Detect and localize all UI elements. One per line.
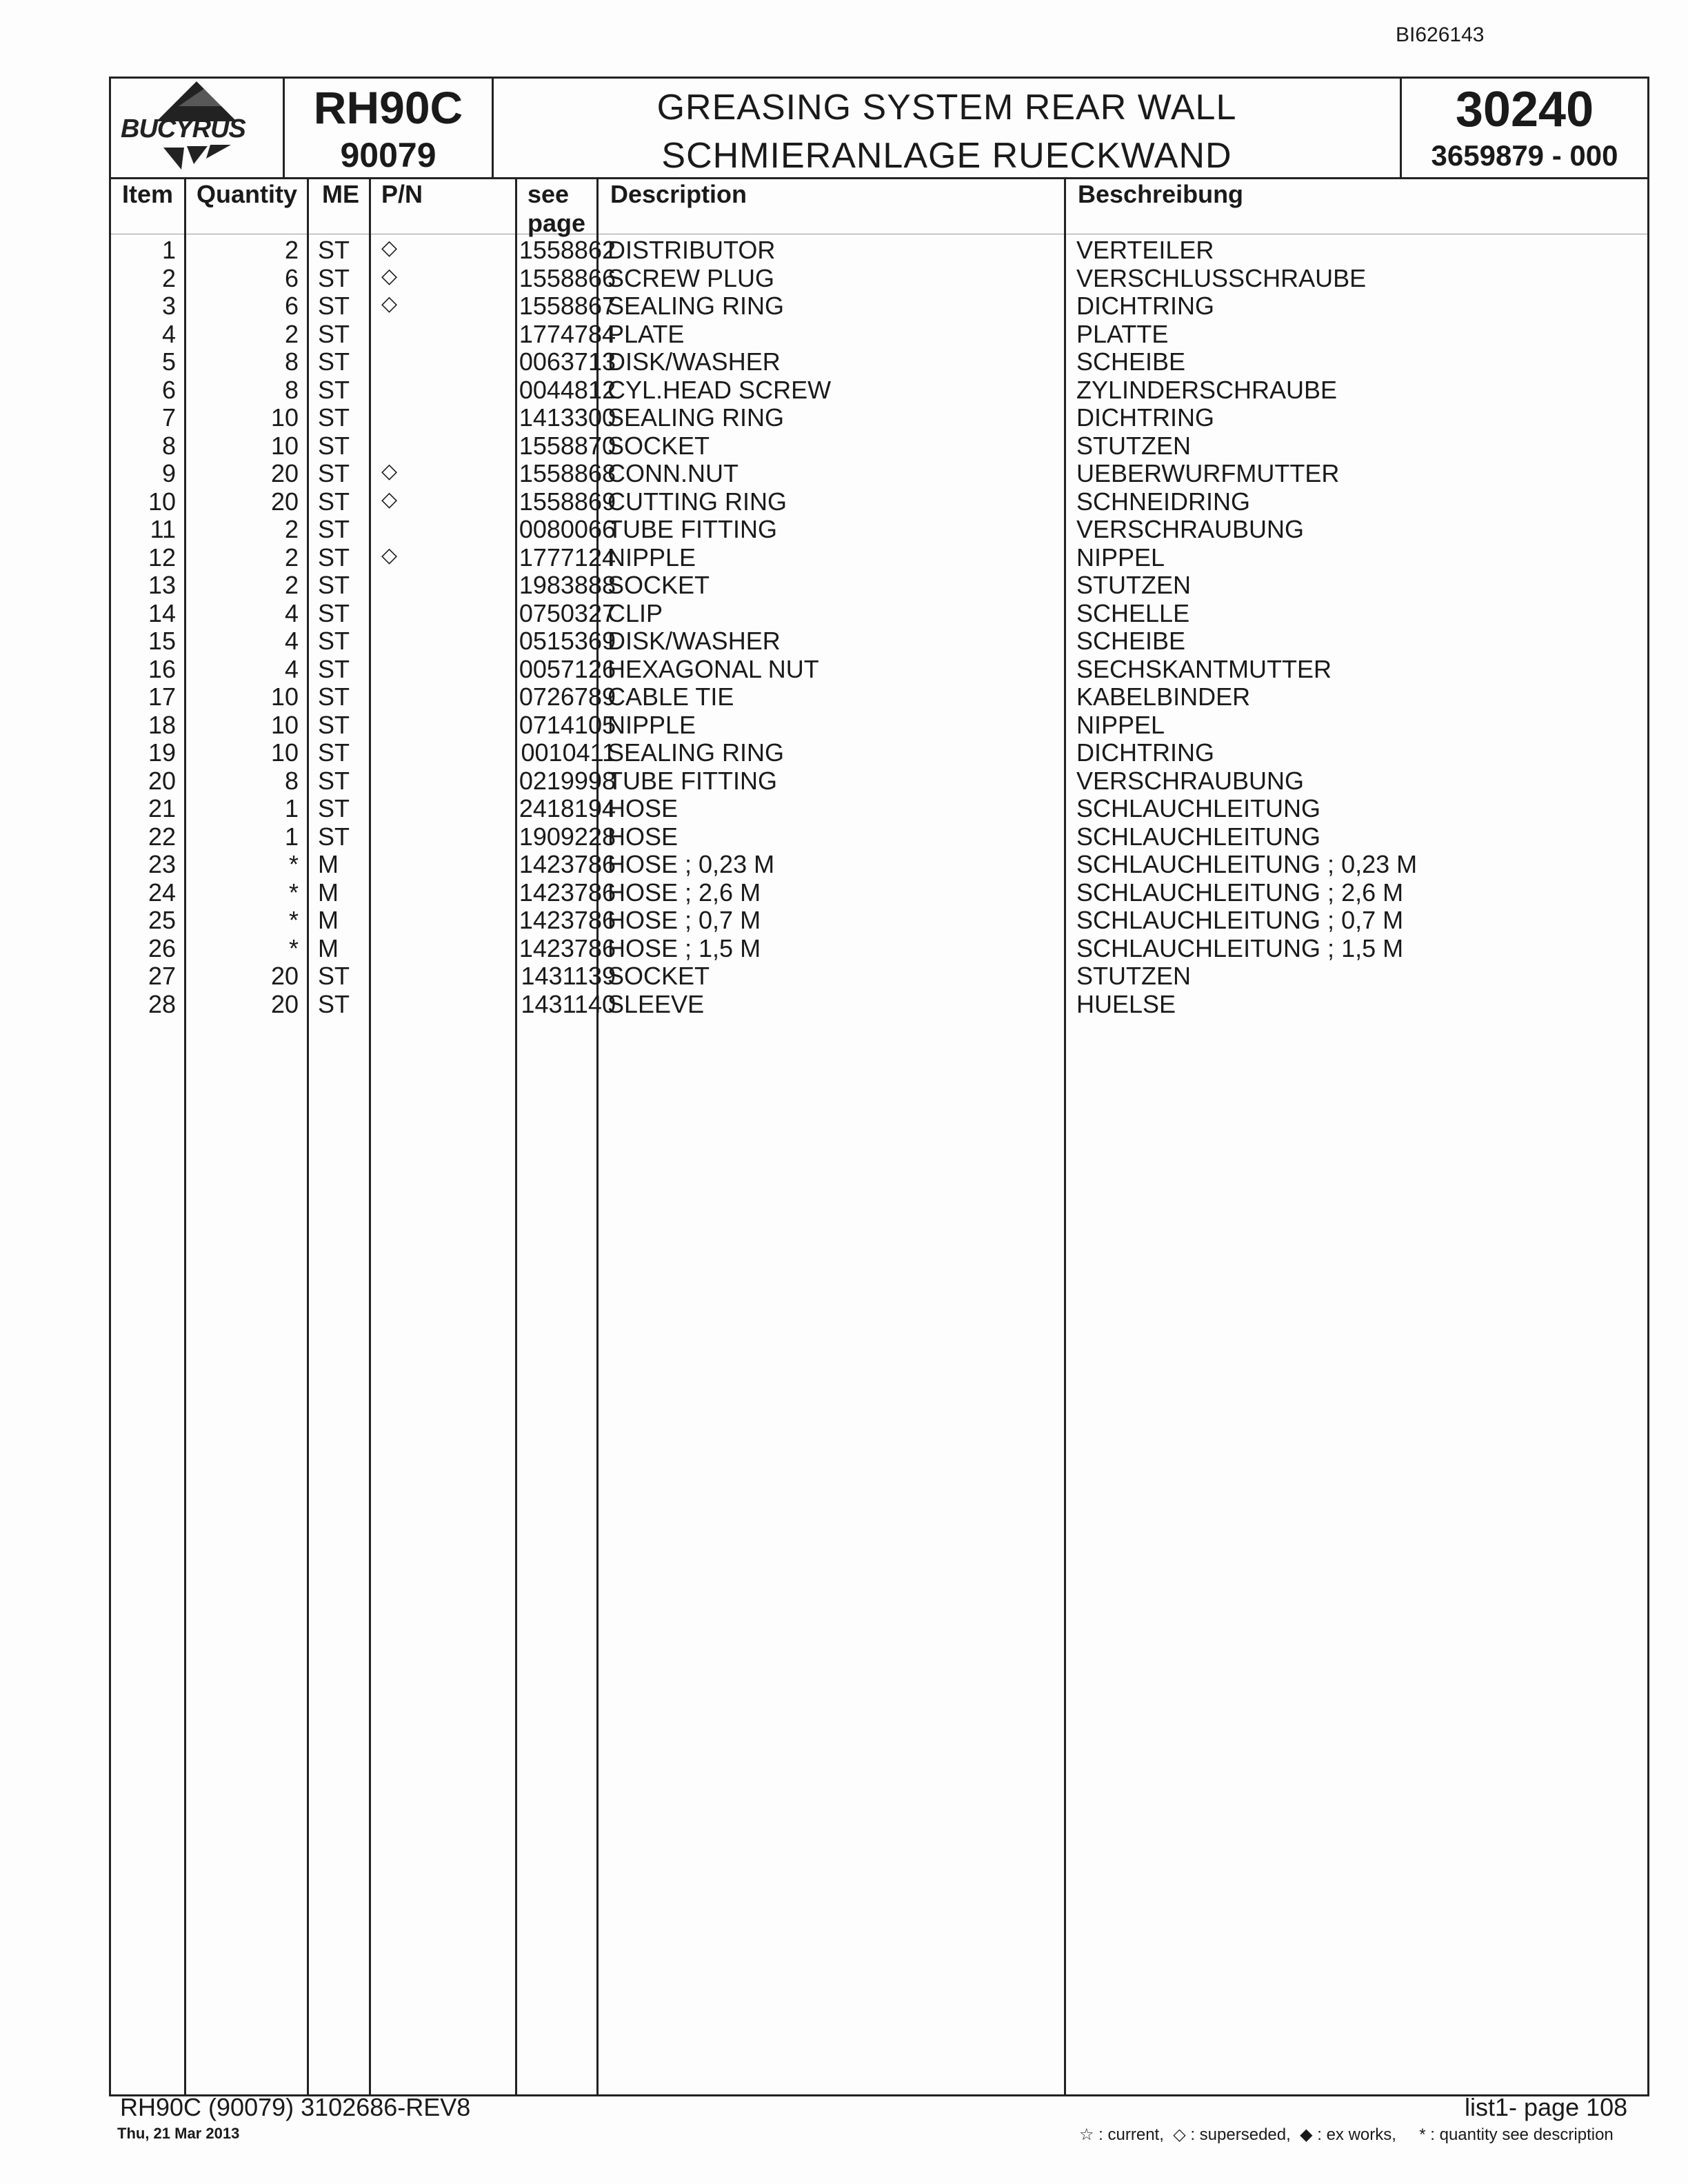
part-number[interactable]: 1423786 — [519, 850, 616, 878]
item-number: 5 — [161, 347, 176, 376]
part-number[interactable]: 0750327 — [519, 598, 616, 627]
unit: ST — [318, 319, 350, 348]
model-cell — [285, 79, 494, 177]
item-number: 21 — [148, 794, 176, 822]
unit: ST — [318, 682, 350, 711]
item-number: 9 — [161, 459, 176, 487]
unit: ST — [318, 236, 350, 264]
superseded-diamond-icon: ◇ — [381, 487, 398, 511]
part-number[interactable]: 0714105 — [519, 710, 616, 739]
quantity: * — [288, 850, 299, 878]
quantity: 4 — [284, 627, 299, 655]
quantity: * — [288, 933, 299, 962]
description: CABLE TIE — [607, 682, 734, 711]
beschreibung: STUTZEN — [1076, 571, 1191, 599]
description: HOSE ; 0,23 M — [607, 850, 775, 878]
description: SOCKET — [607, 962, 710, 990]
group-number: 30240 — [1455, 82, 1594, 137]
quantity: 2 — [284, 319, 299, 348]
unit: ST — [318, 292, 350, 320]
item-number: 8 — [161, 431, 176, 460]
unit: ST — [318, 738, 350, 767]
part-number[interactable]: 1423786 — [519, 878, 616, 907]
part-number[interactable]: 1558866 — [519, 263, 616, 292]
item-number: 15 — [148, 627, 176, 655]
part-number[interactable]: 1558868 — [519, 459, 616, 487]
description: TUBE FITTING — [607, 766, 777, 795]
unit: ST — [318, 403, 350, 432]
parts-list-frame — [109, 77, 1649, 2096]
beschreibung: UEBERWURFMUTTER — [1076, 459, 1340, 487]
title-english: GREASING SYSTEM REAR WALL — [656, 88, 1237, 128]
beschreibung: STUTZEN — [1076, 962, 1191, 990]
col-header-pn: P/N — [381, 180, 423, 208]
part-number[interactable]: 0726789 — [519, 682, 616, 711]
beschreibung: NIPPEL — [1076, 710, 1165, 739]
unit: ST — [318, 766, 350, 795]
beschreibung: VERSCHLUSSCHRAUBE — [1076, 263, 1367, 292]
item-number: 3 — [161, 292, 176, 320]
part-number[interactable]: 0044812 — [519, 375, 616, 404]
beschreibung: SECHSKANTMUTTER — [1076, 654, 1332, 683]
unit: ST — [318, 654, 350, 683]
unit: ST — [318, 627, 350, 655]
description: HOSE ; 2,6 M — [607, 878, 761, 907]
table-row — [111, 990, 1647, 1018]
part-number[interactable]: 1909228 — [519, 822, 616, 851]
table-row — [111, 906, 1647, 934]
table-row — [111, 432, 1647, 460]
table-row — [111, 850, 1647, 878]
beschreibung: PLATTE — [1076, 319, 1169, 348]
quantity: 20 — [270, 459, 299, 487]
beschreibung: SCHLAUCHLEITUNG — [1076, 794, 1321, 822]
unit: ST — [318, 710, 350, 739]
table-row — [111, 962, 1647, 990]
part-number[interactable]: 1558862 — [519, 236, 616, 264]
table-row — [111, 878, 1647, 907]
col-header-description: Description — [610, 180, 747, 208]
description: TUBE FITTING — [607, 515, 777, 543]
item-number: 25 — [148, 906, 176, 934]
quantity: 4 — [284, 654, 299, 683]
col-header-me: ME — [322, 180, 359, 208]
description: CUTTING RING — [607, 487, 787, 516]
quantity: 10 — [270, 431, 299, 460]
header — [111, 79, 1647, 179]
part-number[interactable]: 0080066 — [519, 515, 616, 543]
unit: ST — [318, 543, 350, 572]
quantity: 8 — [284, 766, 299, 795]
table-row — [111, 655, 1647, 683]
item-number: 4 — [161, 319, 176, 348]
quantity: 10 — [270, 682, 299, 711]
model-name: RH90C — [313, 82, 463, 133]
beschreibung: VERTEILER — [1076, 236, 1214, 264]
table-row — [111, 571, 1647, 599]
item-number: 22 — [148, 822, 176, 851]
superseded-diamond-icon: ◇ — [381, 236, 398, 259]
document-id: BI626143 — [1396, 23, 1485, 46]
item-number: 27 — [148, 962, 176, 990]
col-header-beschreibung: Beschreibung — [1078, 180, 1244, 208]
unit: M — [318, 906, 339, 934]
unit: ST — [318, 263, 350, 292]
unit: ST — [318, 571, 350, 599]
unit: ST — [318, 515, 350, 543]
part-number[interactable]: 1558867 — [519, 292, 616, 320]
unit: M — [318, 878, 339, 907]
quantity: 1 — [284, 822, 299, 851]
item-number: 16 — [148, 654, 176, 683]
quantity: 10 — [270, 710, 299, 739]
quantity: 8 — [284, 347, 299, 376]
description: SEALING RING — [607, 403, 785, 432]
quantity: 2 — [284, 543, 299, 572]
item-number: 18 — [148, 710, 176, 739]
logo-text: BUCYRUS — [121, 114, 245, 143]
beschreibung: VERSCHRAUBUNG — [1076, 515, 1305, 543]
description: HEXAGONAL NUT — [607, 654, 819, 683]
description: SOCKET — [607, 571, 710, 599]
footer-page-number: list1- page 108 — [1465, 2093, 1628, 2121]
table-row — [111, 515, 1647, 543]
logo-cell — [111, 79, 285, 177]
part-number[interactable]: 1774784 — [519, 319, 616, 348]
superseded-diamond-icon: ◇ — [381, 292, 398, 315]
table-row — [111, 682, 1647, 711]
unit: M — [318, 850, 339, 878]
quantity: * — [288, 878, 299, 907]
table-row — [111, 264, 1647, 292]
description: DISK/WASHER — [607, 627, 781, 655]
part-number[interactable]: 1983888 — [519, 571, 616, 599]
beschreibung: NIPPEL — [1076, 543, 1165, 572]
beschreibung: SCHLAUCHLEITUNG ; 2,6 M — [1076, 878, 1404, 907]
quantity: 1 — [284, 794, 299, 822]
part-number[interactable]: 0010411 — [521, 738, 616, 767]
quantity: 4 — [284, 598, 299, 627]
beschreibung: KABELBINDER — [1076, 682, 1251, 711]
description: SOCKET — [607, 431, 710, 460]
quantity: 20 — [270, 962, 299, 990]
part-number[interactable]: 0063713 — [519, 347, 616, 376]
beschreibung: VERSCHRAUBUNG — [1076, 766, 1305, 795]
table-row — [111, 292, 1647, 320]
table-row — [111, 934, 1647, 962]
table-row — [111, 403, 1647, 432]
col-header-see-page: see page — [528, 180, 586, 237]
description: CLIP — [607, 598, 663, 627]
quantity: 2 — [284, 571, 299, 599]
quantity: 20 — [270, 989, 299, 1018]
item-number: 14 — [148, 598, 176, 627]
beschreibung: SCHNEIDRING — [1076, 487, 1251, 516]
footer-reference: RH90C (90079) 3102686-REV8 — [120, 2093, 471, 2121]
table-row — [111, 627, 1647, 655]
table-row — [111, 599, 1647, 627]
title-cell — [494, 79, 1402, 177]
unit: ST — [318, 431, 350, 460]
table-row — [111, 767, 1647, 795]
superseded-diamond-icon: ◇ — [381, 264, 398, 287]
part-number[interactable]: 1423786 — [519, 906, 616, 934]
description: DISK/WASHER — [607, 347, 781, 376]
item-number: 10 — [148, 487, 176, 516]
table-row — [111, 347, 1647, 376]
part-number[interactable]: 1423786 — [519, 933, 616, 962]
unit: ST — [318, 989, 350, 1018]
quantity: 20 — [270, 487, 299, 516]
quantity: 6 — [284, 263, 299, 292]
group-number-cell — [1402, 79, 1647, 177]
unit: ST — [318, 794, 350, 822]
beschreibung: SCHLAUCHLEITUNG ; 1,5 M — [1076, 933, 1404, 962]
beschreibung: DICHTRING — [1076, 403, 1214, 432]
unit: ST — [318, 598, 350, 627]
quantity: 2 — [284, 515, 299, 543]
table-row — [111, 711, 1647, 739]
footer-legend: ☆ : current, ◇ : superseded, ◆ : ex works, * : quantity see description — [1079, 2125, 1614, 2144]
item-number: 28 — [148, 989, 176, 1018]
part-number[interactable]: 0057126 — [519, 654, 616, 683]
quantity: 2 — [284, 236, 299, 264]
beschreibung: SCHEIBE — [1076, 627, 1186, 655]
part-number[interactable]: 1431139 — [521, 962, 616, 990]
table-row — [111, 543, 1647, 572]
part-number[interactable]: 1558870 — [519, 431, 616, 460]
part-number[interactable]: 2418194 — [519, 794, 616, 822]
table-row — [111, 236, 1647, 264]
beschreibung: SCHELLE — [1076, 598, 1190, 627]
table-row — [111, 794, 1647, 822]
description: HOSE — [607, 822, 679, 851]
unit: M — [318, 933, 339, 962]
item-number: 6 — [161, 375, 176, 404]
col-header-quantity: Quantity — [197, 180, 298, 208]
description: SCREW PLUG — [607, 263, 775, 292]
description: CONN.NUT — [607, 459, 738, 487]
quantity: 10 — [270, 738, 299, 767]
quantity: * — [288, 906, 299, 934]
table-row — [111, 822, 1647, 851]
description: SLEEVE — [607, 989, 705, 1018]
unit: ST — [318, 375, 350, 404]
description: DISTRIBUTOR — [607, 236, 776, 264]
quantity: 10 — [270, 403, 299, 432]
unit: ST — [318, 459, 350, 487]
table-row — [111, 376, 1647, 404]
description: CYL.HEAD SCREW — [607, 375, 832, 404]
description: HOSE ; 1,5 M — [607, 933, 761, 962]
item-number: 13 — [148, 571, 176, 599]
part-number[interactable]: 1558869 — [519, 487, 616, 516]
description: SEALING RING — [607, 292, 785, 320]
superseded-diamond-icon: ◇ — [381, 543, 398, 567]
table-row — [111, 320, 1647, 348]
footer-date: Thu, 21 Mar 2013 — [117, 2125, 240, 2142]
model-number: 90079 — [340, 136, 436, 174]
beschreibung: DICHTRING — [1076, 292, 1214, 320]
part-number[interactable]: 1777124 — [519, 543, 616, 572]
superseded-diamond-icon: ◇ — [381, 460, 398, 483]
beschreibung: SCHLAUCHLEITUNG ; 0,7 M — [1076, 906, 1404, 934]
description: SEALING RING — [607, 738, 785, 767]
quantity: 6 — [284, 292, 299, 320]
beschreibung: SCHLAUCHLEITUNG ; 0,23 M — [1076, 850, 1418, 878]
description: NIPPLE — [607, 543, 696, 572]
part-number[interactable]: 0219998 — [519, 766, 616, 795]
col-header-item: Item — [122, 180, 174, 208]
beschreibung: SCHLAUCHLEITUNG — [1076, 822, 1321, 851]
item-number: 20 — [148, 766, 176, 795]
item-number: 7 — [161, 403, 176, 432]
item-number: 24 — [148, 878, 176, 907]
part-number[interactable]: 1431140 — [521, 989, 616, 1018]
item-number: 12 — [148, 543, 176, 572]
beschreibung: DICHTRING — [1076, 738, 1214, 767]
beschreibung: HUELSE — [1076, 989, 1176, 1018]
item-number: 23 — [148, 850, 176, 878]
part-number[interactable]: 0515369 — [519, 627, 616, 655]
unit: ST — [318, 962, 350, 990]
unit: ST — [318, 822, 350, 851]
table-row — [111, 459, 1647, 487]
beschreibung: STUTZEN — [1076, 431, 1191, 460]
part-number[interactable]: 1413300 — [519, 403, 616, 432]
column-headers — [111, 177, 1647, 237]
description: HOSE — [607, 794, 679, 822]
title-german: SCHMIERANLAGE RUECKWAND — [661, 136, 1232, 176]
item-number: 11 — [150, 515, 176, 543]
item-number: 17 — [148, 682, 176, 711]
beschreibung: SCHEIBE — [1076, 347, 1186, 376]
description: HOSE ; 0,7 M — [607, 906, 761, 934]
quantity: 8 — [284, 375, 299, 404]
table-row — [111, 738, 1647, 767]
description: NIPPLE — [607, 710, 696, 739]
unit: ST — [318, 347, 350, 376]
table-row — [111, 487, 1647, 516]
item-number: 1 — [161, 236, 176, 264]
unit: ST — [318, 487, 350, 516]
group-reference: 3659879 - 000 — [1431, 139, 1618, 172]
beschreibung: ZYLINDERSCHRAUBE — [1076, 375, 1338, 404]
description: PLATE — [607, 319, 685, 348]
item-number: 19 — [148, 738, 176, 767]
item-number: 2 — [161, 263, 176, 292]
item-number: 26 — [148, 933, 176, 962]
